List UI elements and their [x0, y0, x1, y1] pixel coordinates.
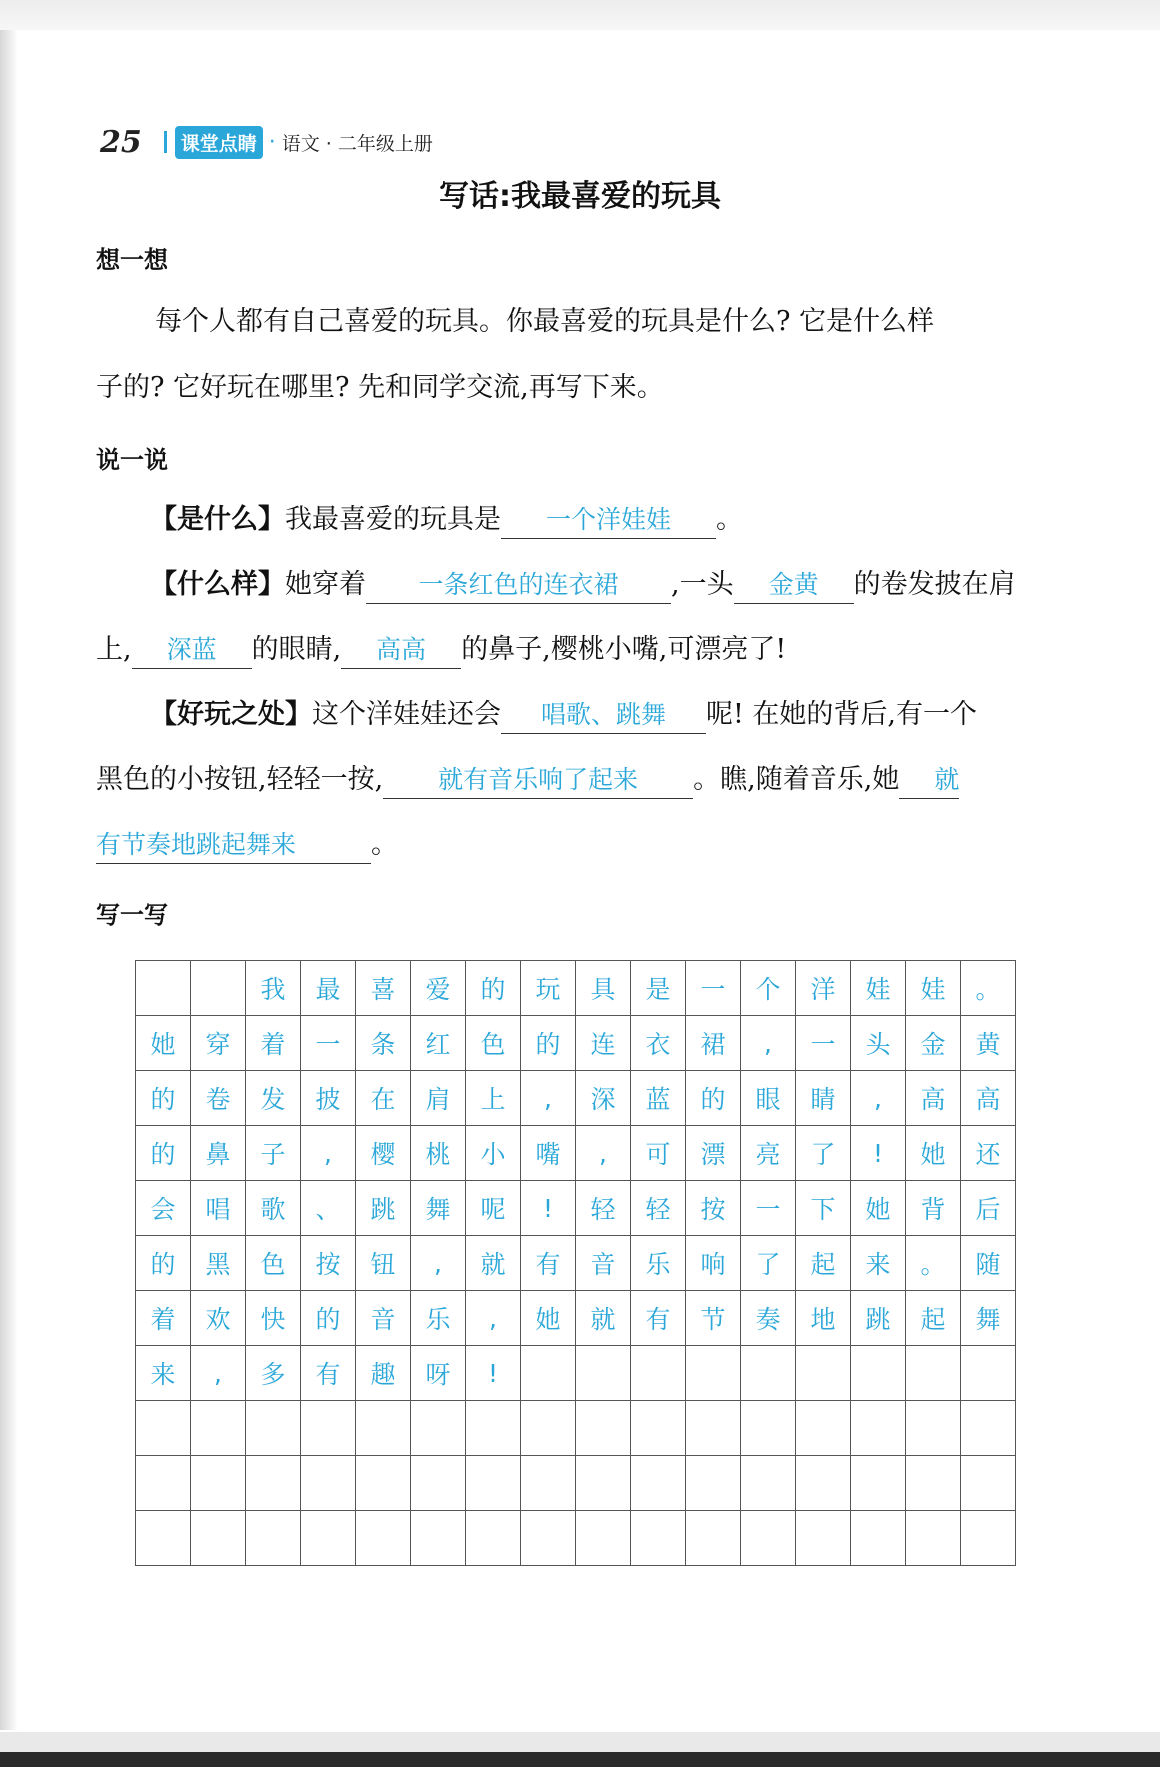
grid-cell: 钮 — [356, 1236, 411, 1291]
grid-cell: 多 — [246, 1346, 301, 1401]
grid-cell: 、 — [301, 1181, 356, 1236]
grid-cell: 一 — [686, 961, 741, 1016]
header-divider — [164, 131, 167, 153]
grid-cell: 连 — [576, 1016, 631, 1071]
grid-cell: 着 — [136, 1291, 191, 1346]
grid-cell — [961, 1456, 1016, 1511]
grid-cell: 卷 — [191, 1071, 246, 1126]
grid-cell: 衣 — [631, 1016, 686, 1071]
grid-cell: 背 — [906, 1181, 961, 1236]
grid-cell: 金 — [906, 1016, 961, 1071]
grid-cell: 着 — [246, 1016, 301, 1071]
grid-cell — [411, 1511, 466, 1566]
grid-cell: 喜 — [356, 961, 411, 1016]
grid-cell — [521, 1456, 576, 1511]
grid-row — [136, 1456, 1016, 1511]
grid-cell: , — [851, 1071, 906, 1126]
grid-cell: 乐 — [411, 1291, 466, 1346]
grid-cell: 睛 — [796, 1071, 851, 1126]
grid-cell: 小 — [466, 1126, 521, 1181]
grid-cell: 起 — [796, 1236, 851, 1291]
grid-cell — [411, 1456, 466, 1511]
text: 上, — [96, 634, 132, 665]
grid-row — [136, 1401, 1016, 1456]
grid-row — [136, 1181, 1016, 1236]
grid-cell — [191, 1456, 246, 1511]
grid-cell — [301, 1401, 356, 1456]
text: ,一头 — [671, 569, 734, 600]
grid-cell — [906, 1346, 961, 1401]
say-paragraph-4 — [150, 695, 977, 735]
answer-blank: 就有音乐响了起来 — [383, 762, 693, 799]
grid-cell — [466, 1511, 521, 1566]
grid-cell — [301, 1456, 356, 1511]
grid-cell — [851, 1346, 906, 1401]
grid-cell — [136, 1456, 191, 1511]
text: 呢! 在她的背后,有一个 — [706, 699, 978, 730]
grid-cell: 披 — [301, 1071, 356, 1126]
grid-cell: 有 — [521, 1236, 576, 1291]
grid-cell — [356, 1511, 411, 1566]
text: 。 — [716, 504, 743, 535]
answer-blank: 深蓝 — [132, 632, 252, 669]
grid-cell — [906, 1401, 961, 1456]
grid-cell: 随 — [961, 1236, 1016, 1291]
grid-cell — [356, 1456, 411, 1511]
grid-cell: 子 — [246, 1126, 301, 1181]
grid-cell: 下 — [796, 1181, 851, 1236]
grid-cell: 红 — [411, 1016, 466, 1071]
grid-cell: 黑 — [191, 1236, 246, 1291]
grid-cell — [796, 1346, 851, 1401]
grid-cell: ! — [851, 1126, 906, 1181]
grid-cell — [741, 1346, 796, 1401]
grid-cell: 娃 — [906, 961, 961, 1016]
grid-cell: 上 — [466, 1071, 521, 1126]
page-header — [100, 122, 433, 162]
grid-cell: 深 — [576, 1071, 631, 1126]
grid-cell: 起 — [906, 1291, 961, 1346]
grid-cell: 的 — [301, 1291, 356, 1346]
grid-cell: 漂 — [686, 1126, 741, 1181]
text: 这个洋娃娃还会 — [312, 699, 501, 730]
grid-cell: 了 — [741, 1236, 796, 1291]
grid-row — [136, 1511, 1016, 1566]
grid-cell: 樱 — [356, 1126, 411, 1181]
think-line-1: 每个人都有自己喜爱的玩具。你最喜爱的玩具是什么? 它是什么样 — [155, 306, 935, 337]
grid-cell: , — [521, 1071, 576, 1126]
grid-cell — [686, 1401, 741, 1456]
grid-cell: 了 — [796, 1126, 851, 1181]
grid-cell: 有 — [301, 1346, 356, 1401]
grid-cell: 条 — [356, 1016, 411, 1071]
grid-cell — [466, 1456, 521, 1511]
grid-cell: 就 — [466, 1236, 521, 1291]
grid-cell: 舞 — [411, 1181, 466, 1236]
grid-cell: 一 — [301, 1016, 356, 1071]
grid-cell — [961, 1346, 1016, 1401]
grid-cell — [851, 1456, 906, 1511]
grid-cell — [631, 1346, 686, 1401]
grid-cell: 色 — [246, 1236, 301, 1291]
grid-cell: 的 — [686, 1071, 741, 1126]
grid-cell — [521, 1401, 576, 1456]
grid-cell — [686, 1511, 741, 1566]
section-write: 写一写 — [96, 901, 168, 929]
answer-blank: 有节奏地跳起舞来 — [96, 827, 371, 864]
grid-cell: 。 — [906, 1236, 961, 1291]
grid-cell: 亮 — [741, 1126, 796, 1181]
grid-cell: 就 — [576, 1291, 631, 1346]
grid-cell: 音 — [356, 1291, 411, 1346]
grid-cell: 后 — [961, 1181, 1016, 1236]
grid-cell: 一 — [741, 1181, 796, 1236]
grid-cell — [906, 1456, 961, 1511]
think-line-2: 子的? 它好玩在哪里? 先和同学交流,再写下来。 — [96, 372, 664, 403]
text: 的卷发披在肩 — [853, 569, 1016, 600]
text: 我最喜爱的玩具是 — [285, 504, 501, 535]
grid-cell: 蓝 — [631, 1071, 686, 1126]
grid-cell — [246, 1456, 301, 1511]
grid-cell: 地 — [796, 1291, 851, 1346]
grid-cell: 来 — [136, 1346, 191, 1401]
grid-cell — [136, 961, 191, 1016]
grid-cell — [961, 1511, 1016, 1566]
grid-cell: 头 — [851, 1016, 906, 1071]
grid-cell: 最 — [301, 961, 356, 1016]
bracket-fun: 【好玩之处】 — [150, 699, 312, 730]
grid-cell — [906, 1511, 961, 1566]
grid-cell: 奏 — [741, 1291, 796, 1346]
grid-cell: , — [576, 1126, 631, 1181]
grid-cell: 歌 — [246, 1181, 301, 1236]
grid-row — [136, 1016, 1016, 1071]
grid-cell — [246, 1401, 301, 1456]
grid-cell — [191, 1401, 246, 1456]
grid-cell — [631, 1456, 686, 1511]
grid-cell — [191, 961, 246, 1016]
grid-cell — [301, 1511, 356, 1566]
grid-cell: 按 — [301, 1236, 356, 1291]
grid-cell — [411, 1401, 466, 1456]
grid-cell: 高 — [906, 1071, 961, 1126]
grid-cell — [521, 1511, 576, 1566]
grid-cell: 可 — [631, 1126, 686, 1181]
grid-cell — [576, 1511, 631, 1566]
grid-cell: 娃 — [851, 961, 906, 1016]
grid-cell: 欢 — [191, 1291, 246, 1346]
grid-cell — [631, 1401, 686, 1456]
writing-grid — [135, 960, 1016, 1566]
answer-blank: 高高 — [341, 632, 461, 669]
say-paragraph-1 — [150, 500, 743, 540]
grid-cell: 裙 — [686, 1016, 741, 1071]
grid-cell: 嘴 — [521, 1126, 576, 1181]
answer-blank: 就 — [899, 762, 959, 799]
grid-cell — [686, 1346, 741, 1401]
subject-label: 语文 · 二年级上册 — [281, 132, 433, 155]
grid-cell: 的 — [136, 1071, 191, 1126]
bottom-margin — [0, 1732, 1160, 1767]
grid-cell: 的 — [136, 1236, 191, 1291]
page-title: 写话:我最喜爱的玩具 — [439, 179, 721, 214]
grid-cell: 轻 — [631, 1181, 686, 1236]
grid-cell — [136, 1511, 191, 1566]
say-paragraph-3 — [96, 630, 786, 670]
section-say: 说一说 — [96, 446, 168, 474]
grid-cell: 洋 — [796, 961, 851, 1016]
page-edge-shadow — [0, 30, 18, 1730]
grid-cell: 有 — [631, 1291, 686, 1346]
grid-cell — [576, 1346, 631, 1401]
grid-row — [136, 1236, 1016, 1291]
grid-cell — [576, 1401, 631, 1456]
grid-cell — [466, 1401, 521, 1456]
grid-cell: 一 — [796, 1016, 851, 1071]
grid-cell — [246, 1511, 301, 1566]
grid-cell: 黄 — [961, 1016, 1016, 1071]
grid-cell: 呢 — [466, 1181, 521, 1236]
text: 的鼻子,樱桃小嘴,可漂亮了! — [461, 634, 787, 665]
grid-cell: 趣 — [356, 1346, 411, 1401]
grid-cell: ! — [466, 1346, 521, 1401]
grid-cell: 爱 — [411, 961, 466, 1016]
grid-cell: 鼻 — [191, 1126, 246, 1181]
grid-cell: 跳 — [356, 1181, 411, 1236]
say-paragraph-6 — [96, 825, 398, 865]
header-dot: · — [268, 129, 276, 155]
grid-row — [136, 1071, 1016, 1126]
grid-cell: 是 — [631, 961, 686, 1016]
grid-cell — [191, 1511, 246, 1566]
grid-cell: 她 — [906, 1126, 961, 1181]
grid-cell: 的 — [136, 1126, 191, 1181]
text: 的眼睛, — [251, 634, 342, 665]
grid-cell: 发 — [246, 1071, 301, 1126]
grid-cell: 轻 — [576, 1181, 631, 1236]
grid-row — [136, 1346, 1016, 1401]
say-paragraph-5 — [96, 760, 959, 800]
grid-cell — [851, 1401, 906, 1456]
grid-cell: , — [466, 1291, 521, 1346]
grid-cell — [796, 1511, 851, 1566]
grid-cell: 个 — [741, 961, 796, 1016]
grid-cell: 节 — [686, 1291, 741, 1346]
grid-cell — [136, 1401, 191, 1456]
grid-cell — [961, 1401, 1016, 1456]
grid-cell — [576, 1456, 631, 1511]
section-think: 想一想 — [96, 246, 168, 274]
grid-cell — [796, 1456, 851, 1511]
grid-cell — [851, 1511, 906, 1566]
grid-cell: 玩 — [521, 961, 576, 1016]
answer-blank: 一个洋娃娃 — [501, 502, 716, 539]
grid-cell — [796, 1401, 851, 1456]
grid-cell: 响 — [686, 1236, 741, 1291]
grid-cell: 唱 — [191, 1181, 246, 1236]
grid-row — [136, 961, 1016, 1016]
grid-cell: 她 — [136, 1016, 191, 1071]
grid-cell — [741, 1456, 796, 1511]
grid-cell — [356, 1401, 411, 1456]
grid-cell: , — [411, 1236, 466, 1291]
grid-cell: 我 — [246, 961, 301, 1016]
grid-cell: 的 — [466, 961, 521, 1016]
answer-blank: 金黄 — [734, 567, 854, 604]
grid-cell: 具 — [576, 961, 631, 1016]
say-paragraph-2 — [150, 565, 1016, 605]
grid-cell — [741, 1401, 796, 1456]
grid-row — [136, 1291, 1016, 1346]
grid-cell: 她 — [851, 1181, 906, 1236]
top-margin — [0, 0, 1160, 30]
series-badge: 课堂点睛 — [175, 126, 263, 159]
text: 。瞧,随着音乐,她 — [693, 764, 900, 795]
grid-cell: 高 — [961, 1071, 1016, 1126]
grid-cell: 音 — [576, 1236, 631, 1291]
grid-cell — [631, 1511, 686, 1566]
grid-cell: 呀 — [411, 1346, 466, 1401]
text: 她穿着 — [285, 569, 366, 600]
grid-cell — [741, 1511, 796, 1566]
grid-cell: 快 — [246, 1291, 301, 1346]
text: 。 — [371, 829, 398, 860]
grid-cell: , — [191, 1346, 246, 1401]
grid-cell: 她 — [521, 1291, 576, 1346]
page-number: 25 — [100, 124, 142, 160]
grid-cell: 跳 — [851, 1291, 906, 1346]
grid-cell: , — [741, 1016, 796, 1071]
grid-cell: 桃 — [411, 1126, 466, 1181]
grid-cell: 肩 — [411, 1071, 466, 1126]
grid-cell: 来 — [851, 1236, 906, 1291]
grid-cell: 的 — [521, 1016, 576, 1071]
grid-cell: ! — [521, 1181, 576, 1236]
grid-cell: 还 — [961, 1126, 1016, 1181]
grid-cell: 按 — [686, 1181, 741, 1236]
grid-cell: 乐 — [631, 1236, 686, 1291]
grid-cell: 会 — [136, 1181, 191, 1236]
text: 黑色的小按钮,轻轻一按, — [96, 764, 384, 795]
grid-cell: 眼 — [741, 1071, 796, 1126]
grid-row — [136, 1126, 1016, 1181]
bracket-appearance: 【什么样】 — [150, 569, 285, 600]
grid-cell — [686, 1456, 741, 1511]
grid-cell: 色 — [466, 1016, 521, 1071]
answer-blank: 一条红色的连衣裙 — [366, 567, 671, 604]
grid-cell: 在 — [356, 1071, 411, 1126]
grid-cell: 。 — [961, 961, 1016, 1016]
grid-cell: 穿 — [191, 1016, 246, 1071]
answer-blank: 唱歌、跳舞 — [501, 697, 706, 734]
grid-cell: , — [301, 1126, 356, 1181]
grid-cell — [521, 1346, 576, 1401]
grid-cell: 舞 — [961, 1291, 1016, 1346]
bracket-what: 【是什么】 — [150, 504, 285, 535]
